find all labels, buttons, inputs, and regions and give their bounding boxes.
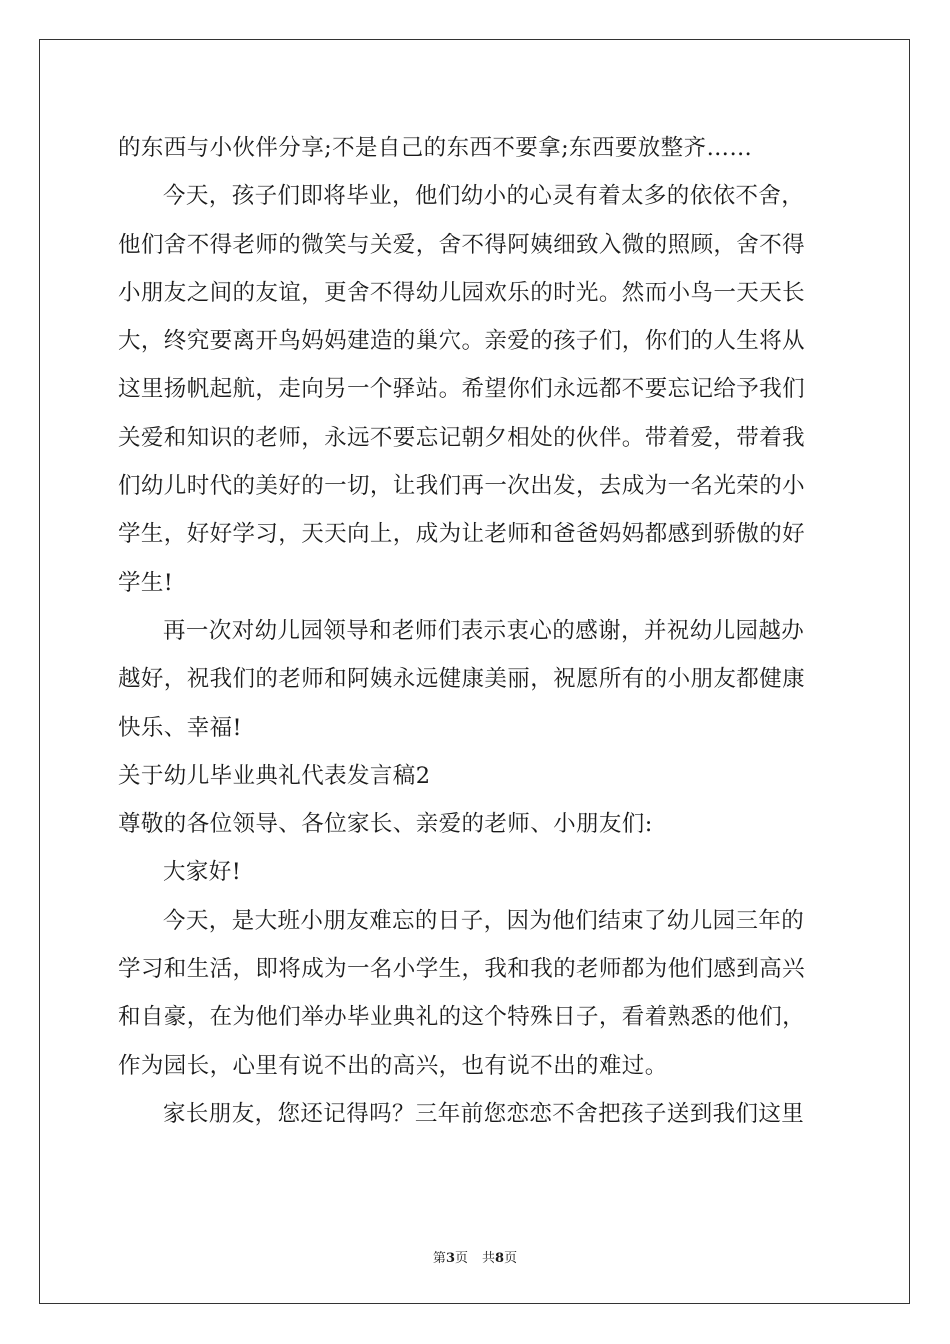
total-prefix: 共 [482,1251,496,1266]
text-line: 作为园长，心里有说不出的高兴，也有说不出的难过。 [118,1052,668,1079]
page-footer [0,1247,950,1266]
total-suffix: 页 [504,1251,518,1266]
text-line: 今天，是大班小朋友难忘的日子，因为他们结束了幼儿园三年的 [163,907,805,934]
document-body [118,124,834,1138]
text-line: 今天，孩子们即将毕业，他们幼小的心灵有着太多的依依不舍， [163,183,805,210]
text-line: 学习和生活，即将成为一名小学生，我和我的老师都为他们感到高兴 [118,956,806,983]
text-line: 学生，好好学习，天天向上，成为让老师和爸爸妈妈都感到骄傲的好 [118,521,806,548]
page-suffix: 页 [454,1251,468,1266]
text-line: 越好，祝我们的老师和阿姨永远健康美丽，祝愿所有的小朋友都健康 [118,666,806,693]
text-line: 大，终究要离开鸟妈妈建造的巢穴。亲爱的孩子们，你们的人生将从 [118,328,806,355]
text-line: 小朋友之间的友谊，更舍不得幼儿园欢乐的时光。然而小鸟一天天长 [118,279,806,306]
page-number: 3 [445,1251,455,1266]
text-line: 的东西与小伙伴分享;不是自己的东西不要拿;东西要放整齐…… [118,135,753,161]
text-line: 再一次对幼儿园领导和老师们表示衷心的感谢，并祝幼儿园越办 [163,617,805,644]
text-line: 学生! [118,569,174,596]
text-line: 家长朋友，您还记得吗？三年前您恋恋不舍把孩子送到我们这里 [163,1100,805,1127]
page-prefix: 第 [432,1251,446,1266]
text-line: 关爱和知识的老师，永远不要忘记朝夕相处的伙伴。带着爱，带着我 [118,424,806,451]
greeting: 大家好! [163,859,242,886]
section-heading: 关于幼儿毕业典礼代表发言稿2 [118,762,431,789]
text-line: 这里扬帆起航，走向另一个驿站。希望你们永远都不要忘记给予我们 [118,376,806,403]
total-pages: 8 [495,1251,505,1266]
text-line: 和自豪，在为他们举办毕业典礼的这个特殊日子，看着熟悉的他们， [118,1004,806,1031]
text-line: 他们舍不得老师的微笑与关爱，舍不得阿姨细致入微的照顾，舍不得 [118,231,806,258]
salutation: 尊敬的各位领导、各位家长、亲爱的老师、小朋友们: [118,811,653,838]
text-line: 们幼儿时代的美好的一切，让我们再一次出发，去成为一名光荣的小 [118,473,806,500]
text-line: 快乐、幸福! [118,714,242,741]
